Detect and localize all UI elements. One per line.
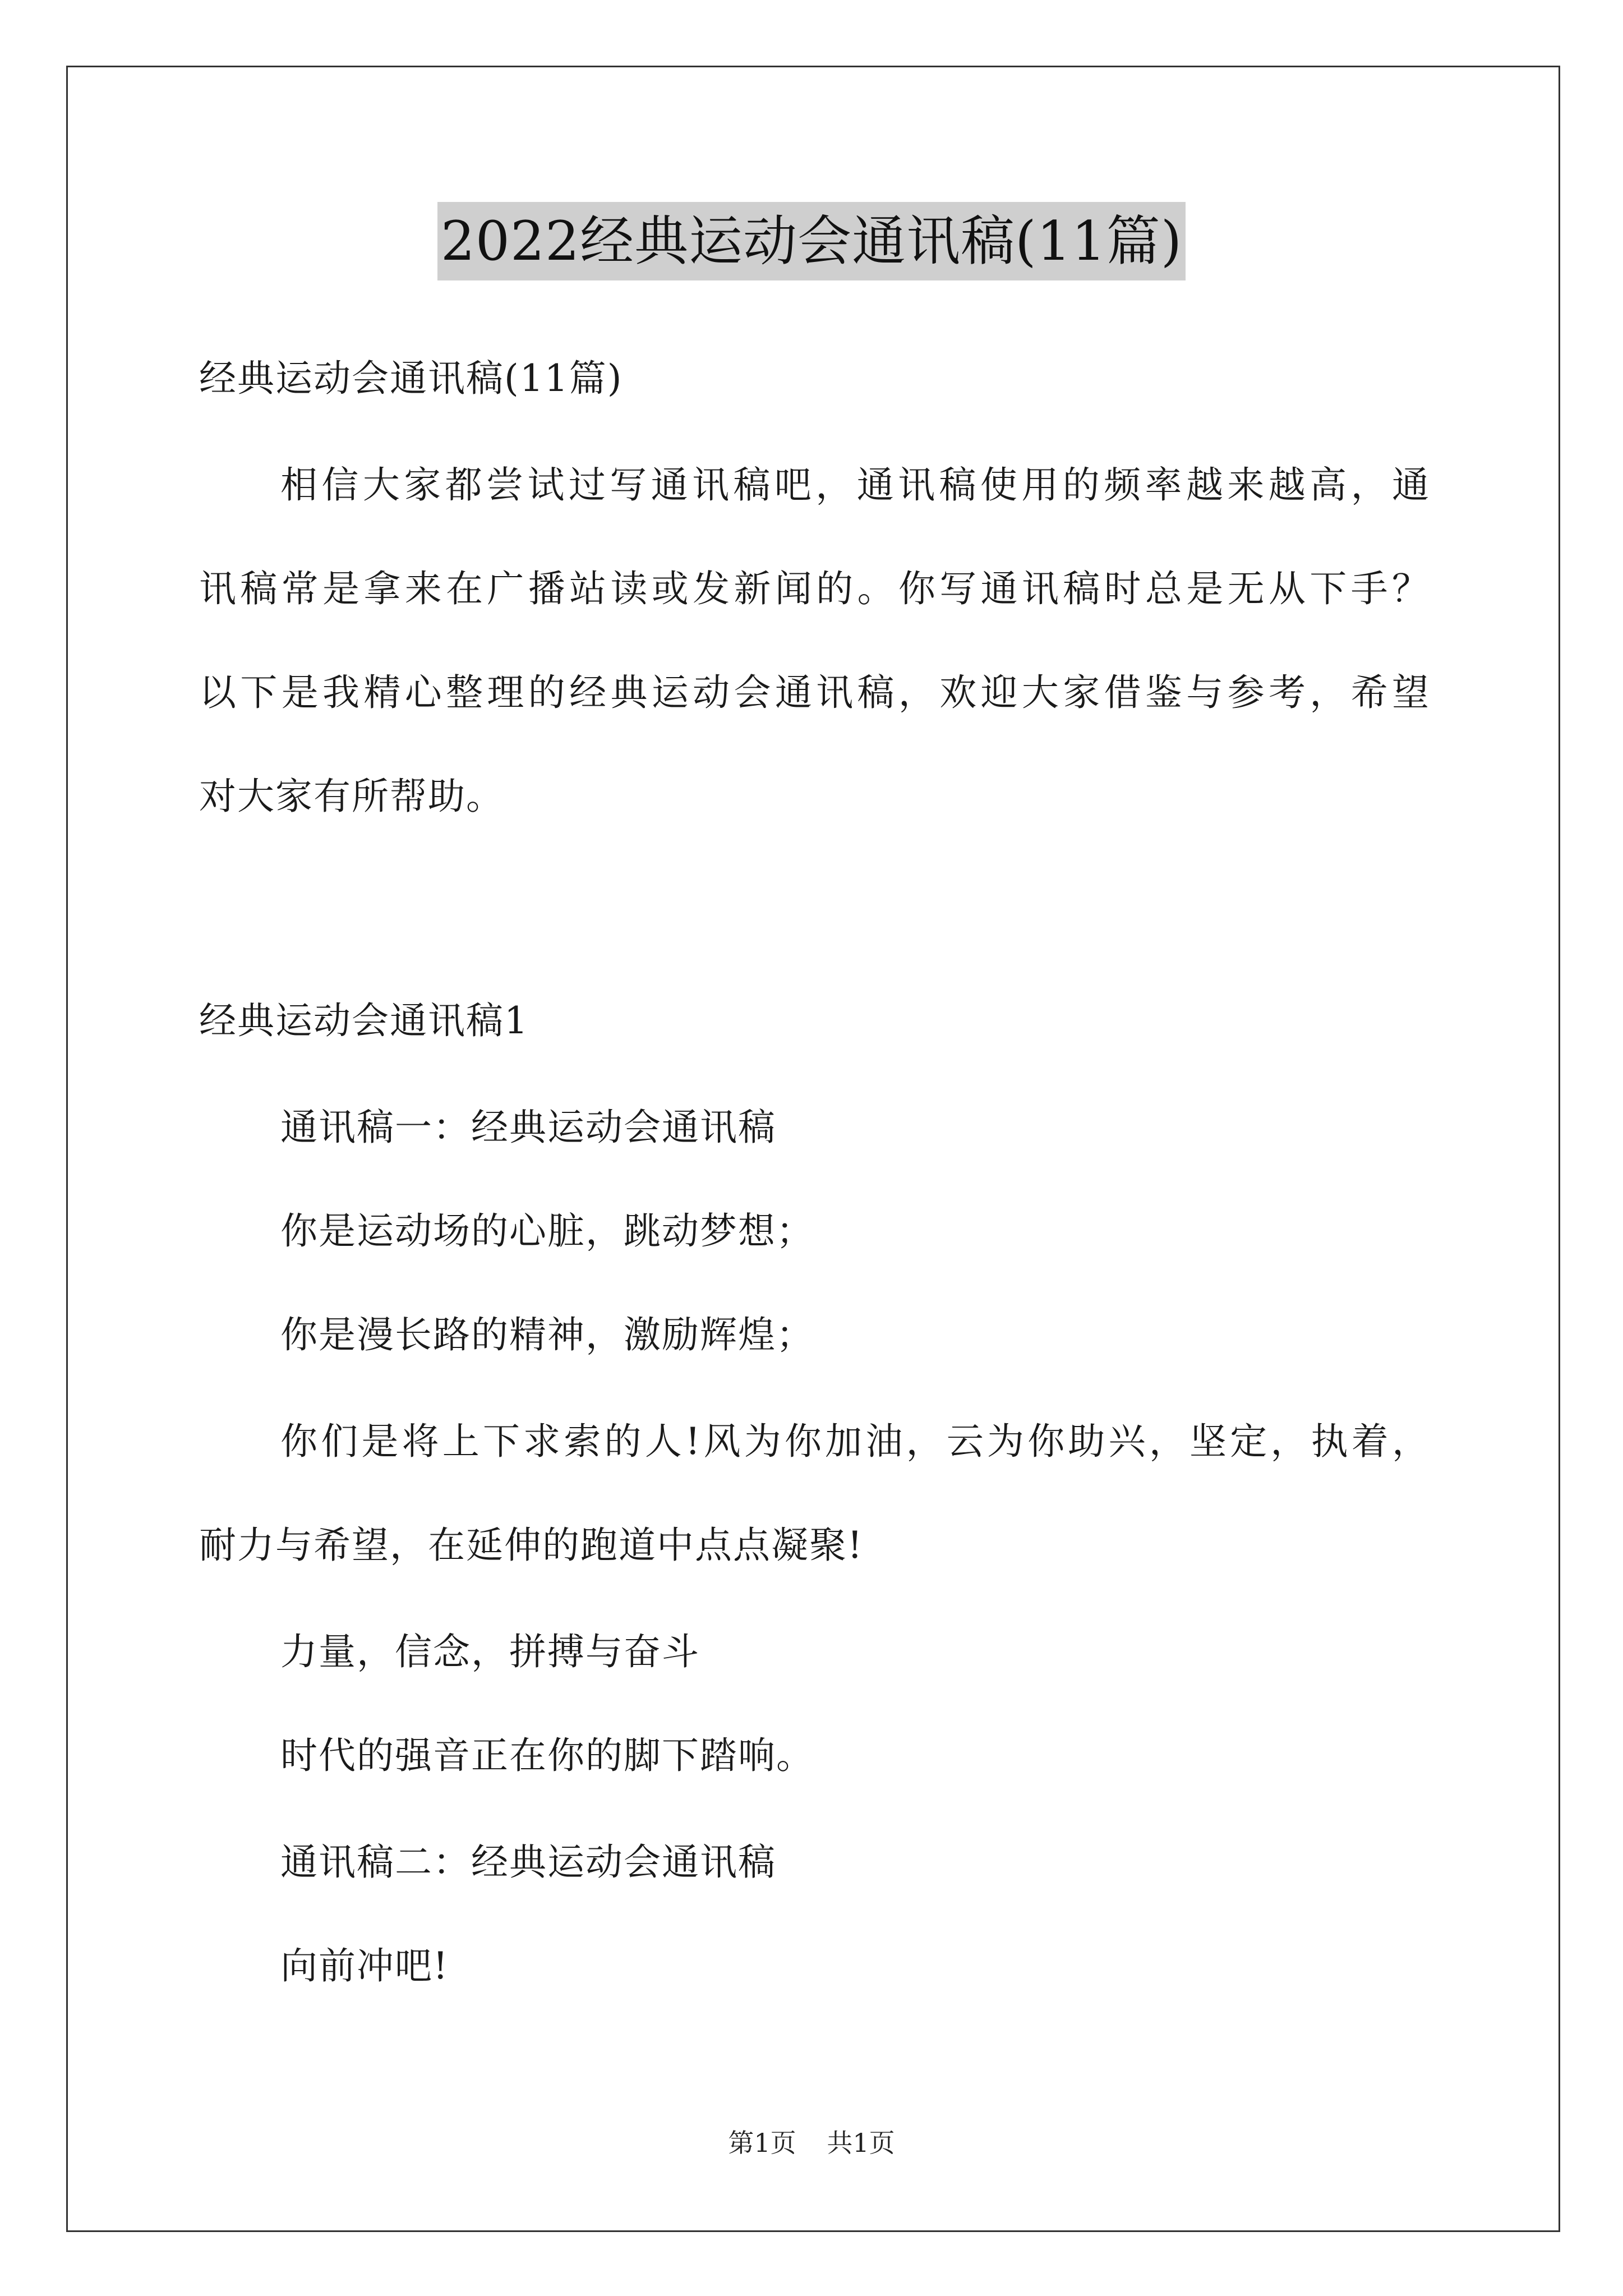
body-line-9: 向前冲吧! <box>280 1944 449 1987</box>
body-line-7: 时代的强音正在你的脚下踏响。 <box>280 1734 814 1777</box>
body-line-5: 耐力与希望，在延伸的跑道中点点凝聚! <box>199 1524 864 1567</box>
body-line-3: 你是漫长路的精神，激励辉煌； <box>280 1313 814 1356</box>
intro-line-1: 相信大家都尝试过写通讯稿吧，通讯稿使用的频率越来越高，通 <box>280 463 1430 507</box>
body-line-1: 通讯稿一：经典运动会通讯稿 <box>280 1106 776 1149</box>
page-footer <box>0 2126 1623 2160</box>
title-container <box>0 202 1623 280</box>
page-number-total: 共1页 <box>827 2128 895 2158</box>
intro-line-3: 以下是我精心整理的经典运动会通讯稿，欢迎大家借鉴与参考，希望 <box>199 671 1430 714</box>
document-subtitle: 经典运动会通讯稿(11篇) <box>199 357 623 400</box>
intro-line-2: 讯稿常是拿来在广播站读或发新闻的。你写通讯稿时总是无从下手？ <box>199 567 1430 610</box>
body-line-8: 通讯稿二：经典运动会通讯稿 <box>280 1841 776 1884</box>
document-title: 2022经典运动会通讯稿(11篇) <box>437 202 1186 280</box>
section-heading: 经典运动会通讯稿1 <box>199 999 529 1042</box>
body-line-2: 你是运动场的心脏，跳动梦想； <box>280 1209 814 1253</box>
page-number-current: 第1页 <box>728 2128 796 2158</box>
intro-line-4: 对大家有所帮助。 <box>199 775 504 818</box>
body-line-4: 你们是将上下求索的人!风为你加油，云为你助兴，坚定，执着， <box>280 1420 1430 1463</box>
body-line-6: 力量，信念，拼搏与奋斗 <box>280 1630 700 1673</box>
